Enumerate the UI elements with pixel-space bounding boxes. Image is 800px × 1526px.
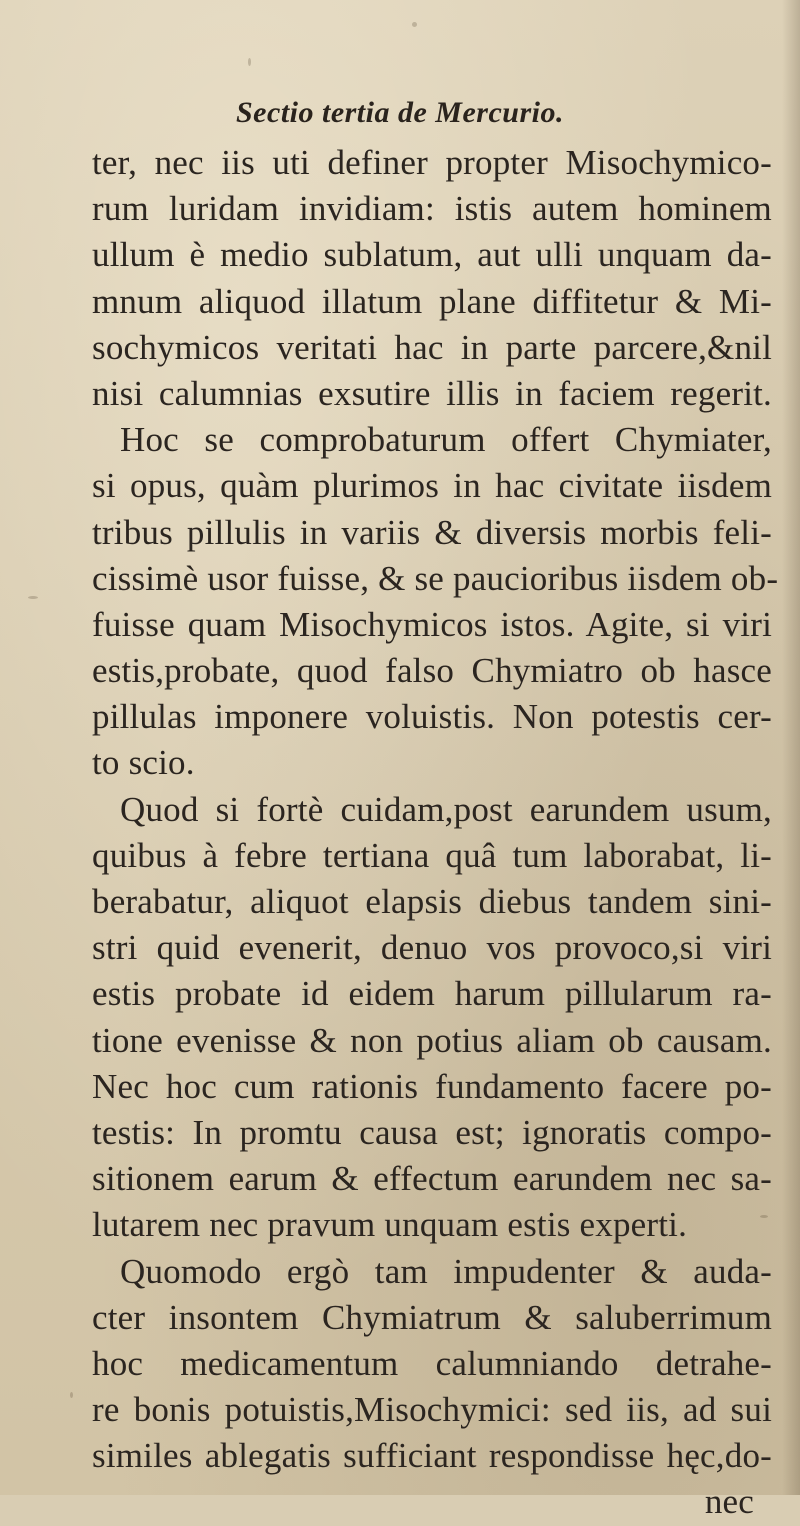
text-line: fuisse quam Misochymicos istos. Agite, si viri: [92, 604, 772, 644]
text-line: pillulas imponere voluistis. Non potestis cer-: [92, 697, 772, 737]
body-text: [92, 140, 779, 1526]
text-line: tribus pillulis in variis & diversis morbis feli-: [92, 512, 772, 552]
text-line: ullum è medio sublatum, aut ulli unquam da-: [92, 235, 772, 275]
text-line: rum luridam invidiam: istis autem hominem: [92, 189, 772, 229]
text-line: nisi calumnias exsutire illis in faciem regerit.: [92, 373, 772, 413]
text-line: quibus à febre tertiana quâ tum laborabat, li-: [92, 835, 772, 875]
running-head: Sectio tertia de Mercurio.: [236, 96, 564, 129]
text-line: berabatur, aliquot elapsis diebus tandem sini-: [92, 882, 772, 921]
text-line: stri quid evenerit, denuo vos provoco,si viri: [92, 928, 772, 968]
text-line: hoc medicamentum calumniando detrahe-: [92, 1343, 772, 1383]
text-line: Nec hoc cum rationis fundamento facere po-: [92, 1066, 772, 1106]
paragraph-start-line: Hoc se comprobaturum offert Chymiater,: [120, 420, 772, 460]
paragraph-start-line: Quod si fortè cuidam,post earundem usum,: [120, 789, 772, 829]
text-line: testis: In promtu causa est; ignoratis compo-: [92, 1112, 772, 1152]
text-line: estis,probate, quod falso Chymiatro ob hasce: [92, 651, 772, 691]
paragraph-end-line: to scio.: [92, 743, 195, 783]
text-line: re bonis potuistis,Misochymici: sed iis, ad sui: [92, 1390, 772, 1430]
paper-speck: [28, 596, 38, 599]
paragraph-end-line: lutarem nec pravum unquam estis experti.: [92, 1205, 688, 1245]
text-line: estis probate id eidem harum pillularum ra-: [92, 974, 772, 1014]
text-line: sitionem earum & effectum earundem nec sa-: [92, 1159, 772, 1199]
text-line: si opus, quàm plurimos in hac civitate iisdem: [92, 466, 772, 506]
text-line: cissimè usor fuisse, & se paucioribus iisdem ob-: [92, 558, 779, 598]
text-line: ter, nec iis uti definer propter Misochymico-: [92, 143, 772, 182]
page-edge-shadow: [782, 0, 800, 1495]
text-line: similes ablegatis sufficiant respondisse hęc,do-: [92, 1436, 772, 1476]
text-line: sochymicos veritati hac in parte parcere,&nil: [92, 327, 772, 367]
text-line: tione evenisse & non potius aliam ob causam.: [92, 1020, 772, 1060]
paragraph-start-line: Quomodo ergò tam impudenter & auda-: [120, 1251, 772, 1291]
catchword: nec: [704, 1482, 754, 1522]
paper-speck: [70, 1392, 73, 1398]
paper-speck: [248, 58, 251, 66]
paper-speck: [412, 22, 417, 27]
text-line: cter insontem Chymiatrum & saluberrimum: [92, 1297, 772, 1337]
text-line: mnum aliquod illatum plane diffitetur & Mi-: [92, 281, 772, 321]
